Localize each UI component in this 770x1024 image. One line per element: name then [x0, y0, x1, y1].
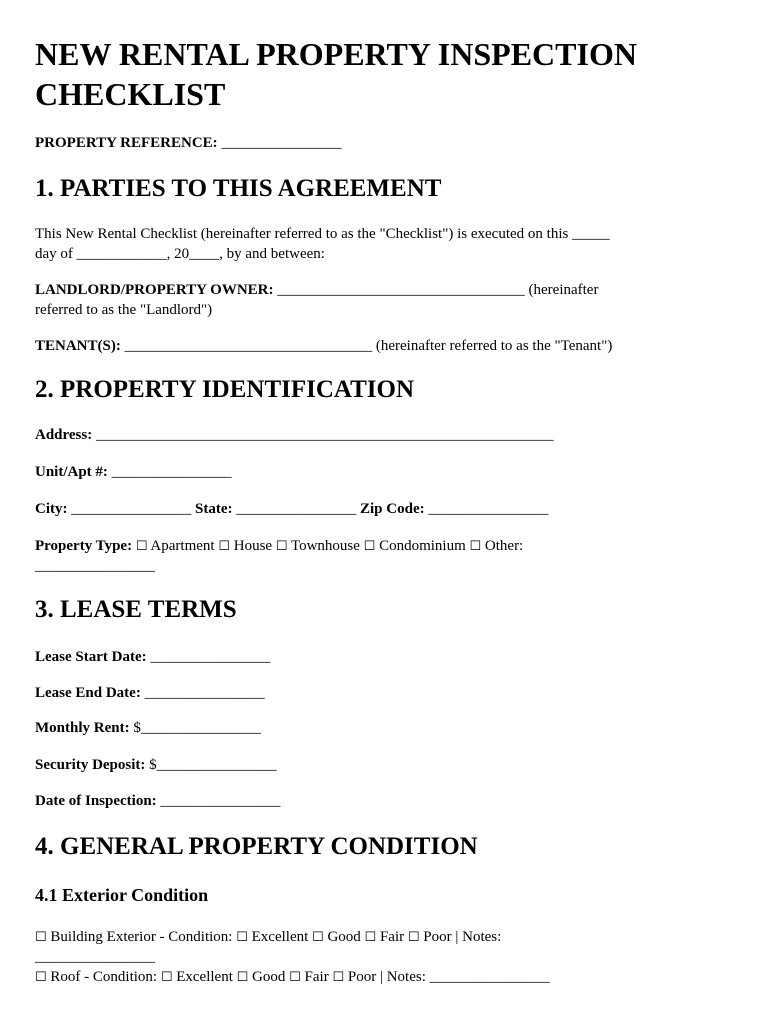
property-reference-row: [35, 135, 341, 152]
property-type-other-field[interactable]: ________________: [35, 558, 155, 574]
checkbox-icon[interactable]: ☐: [469, 539, 482, 554]
option-townhouse: Townhouse: [290, 538, 360, 554]
checkbox-icon[interactable]: ☐: [35, 930, 47, 945]
building-exterior-notes-field[interactable]: ________________: [35, 949, 155, 965]
inspection-date-label: Date of Inspection:: [35, 793, 157, 809]
checkbox-icon[interactable]: ☐: [289, 970, 301, 985]
checkbox-icon[interactable]: ☐: [275, 539, 288, 554]
lease-end-label: Lease End Date:: [35, 685, 141, 701]
section-2-heading: 2. PROPERTY IDENTIFICATION: [35, 376, 415, 403]
unit-field[interactable]: ________________: [111, 464, 232, 480]
unit-row: [35, 464, 232, 481]
landlord-row: [35, 282, 598, 299]
tenant-label: TENANT(S):: [35, 338, 121, 354]
roof-notes-field[interactable]: ________________: [429, 969, 550, 985]
section-4-heading: 4. GENERAL PROPERTY CONDITION: [35, 833, 478, 860]
rating-poor-notes: Poor | Notes:: [347, 969, 426, 985]
lease-end-field[interactable]: ________________: [144, 685, 265, 701]
address-label: Address:: [35, 427, 93, 443]
checkbox-icon[interactable]: ☐: [332, 970, 345, 985]
building-exterior-label: Building Exterior - Condition:: [50, 929, 233, 945]
state-field[interactable]: ________________: [236, 501, 357, 517]
property-reference-label: PROPERTY REFERENCE:: [35, 135, 218, 151]
checkbox-icon[interactable]: ☐: [135, 539, 148, 554]
zip-label: Zip Code:: [360, 501, 425, 517]
checkbox-icon[interactable]: ☐: [407, 930, 420, 945]
tenant-field[interactable]: _________________________________ (hereinafter referred to as the "Tenant"): [124, 338, 613, 354]
checkbox-icon[interactable]: ☐: [363, 539, 376, 554]
document-title: [35, 34, 735, 114]
city-field[interactable]: ________________: [71, 501, 192, 517]
option-house: House: [233, 538, 273, 554]
rating-good: Good: [252, 969, 286, 985]
option-condominium: Condominium: [379, 538, 466, 554]
section-1-heading: 1. PARTIES TO THIS AGREEMENT: [35, 175, 442, 202]
rating-fair: Fair: [379, 929, 405, 945]
lease-end-row: [35, 685, 265, 702]
rating-poor-notes: Poor | Notes:: [423, 929, 502, 945]
rating-excellent: Excellent: [251, 929, 309, 945]
checkbox-icon[interactable]: ☐: [236, 930, 248, 945]
state-label: State:: [195, 501, 233, 517]
checkbox-icon[interactable]: ☐: [236, 970, 249, 985]
subsection-4-1-heading: 4.1 Exterior Condition: [35, 885, 209, 905]
monthly-rent-row: [35, 720, 261, 737]
unit-label: Unit/Apt #:: [35, 464, 108, 480]
address-row: [35, 427, 553, 444]
landlord-field[interactable]: _________________________________ (hereinafter: [277, 282, 599, 298]
zip-field[interactable]: ________________: [428, 501, 549, 517]
monthly-rent-label: Monthly Rent:: [35, 720, 130, 736]
title-line-1: NEW RENTAL PROPERTY INSPECTION: [35, 36, 637, 72]
lease-start-label: Lease Start Date:: [35, 649, 147, 665]
inspection-date-row: [35, 793, 280, 810]
tenant-row: [35, 338, 612, 355]
checkbox-icon[interactable]: ☐: [218, 539, 230, 554]
option-other: Other:: [484, 538, 524, 554]
property-reference-field[interactable]: ________________: [221, 135, 342, 151]
lease-start-field[interactable]: ________________: [150, 649, 271, 665]
checkbox-icon[interactable]: ☐: [312, 930, 324, 945]
intro-line-2: day of ____________, 20____, by and between:: [35, 246, 325, 262]
roof-label: Roof - Condition:: [50, 969, 158, 985]
security-deposit-label: Security Deposit:: [35, 757, 146, 773]
checkbox-icon[interactable]: ☐: [160, 970, 173, 985]
city-state-zip-row: [35, 501, 548, 518]
lease-start-row: [35, 649, 270, 666]
security-deposit-row: [35, 757, 277, 774]
checkbox-icon[interactable]: ☐: [35, 970, 47, 985]
landlord-label: LANDLORD/PROPERTY OWNER:: [35, 282, 274, 298]
security-deposit-field[interactable]: $________________: [149, 757, 277, 773]
title-line-2: CHECKLIST: [35, 76, 226, 112]
section-3-heading: 3. LEASE TERMS: [35, 596, 237, 623]
rating-fair: Fair: [304, 969, 329, 985]
building-exterior-item: [35, 929, 501, 946]
checkbox-icon[interactable]: ☐: [364, 930, 377, 945]
property-type-row: [35, 538, 523, 555]
option-apartment: Apartment: [150, 538, 215, 554]
monthly-rent-field[interactable]: $________________: [133, 720, 261, 736]
property-type-label: Property Type:: [35, 538, 133, 554]
city-label: City:: [35, 501, 68, 517]
inspection-date-field[interactable]: ________________: [160, 793, 281, 809]
rating-good: Good: [327, 929, 361, 945]
rating-excellent: Excellent: [176, 969, 233, 985]
intro-line-1: This New Rental Checklist (hereinafter referred to as the "Checklist") is executed on this _____: [35, 226, 610, 242]
address-field[interactable]: _____________________________________________________________: [95, 427, 554, 443]
roof-item: [35, 969, 550, 986]
landlord-line-2: referred to as the "Landlord"): [35, 302, 213, 318]
